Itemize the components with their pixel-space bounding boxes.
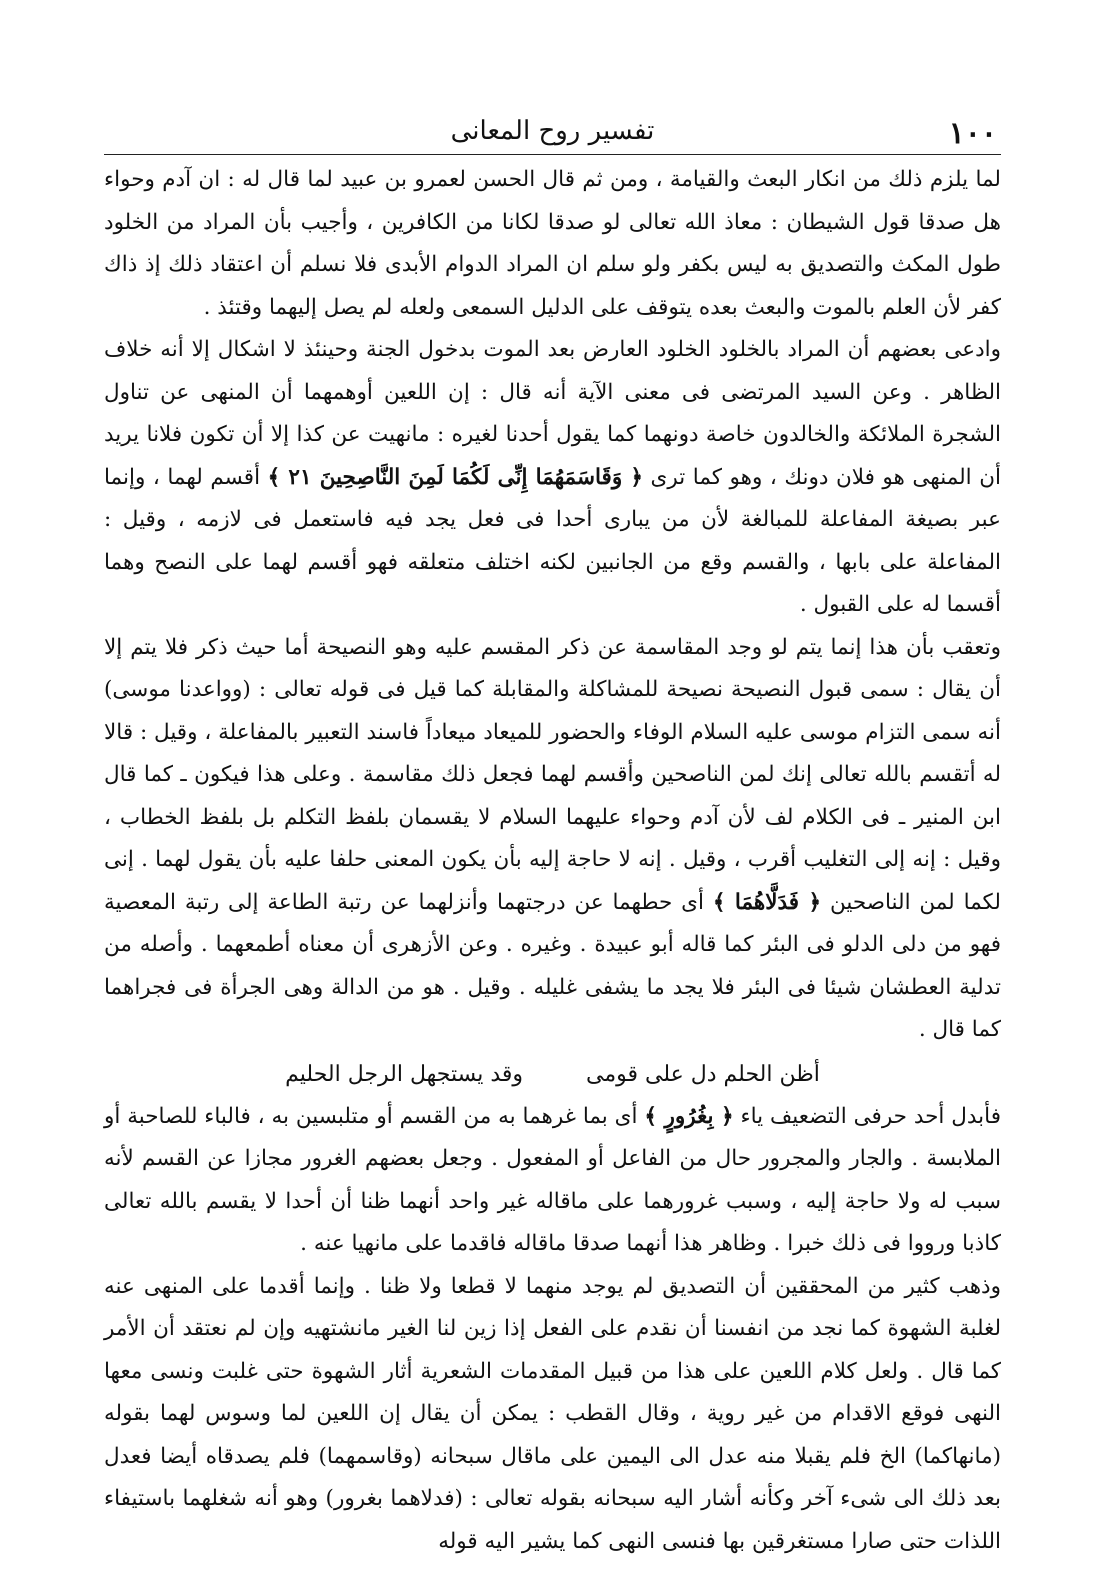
paragraph-5: [104, 1266, 1001, 1564]
paragraph-2: [104, 329, 1001, 627]
poetry-verse: [104, 1054, 1001, 1096]
paragraph-text: أى حطهما عن درجتهما وأنزلهما عن رتبة الطاعة إلى رتبة المعصية فهو من دلى الدلو فى البئر كما قاله أبو عبيدة . وغيره . وعن الأزهرى أن معناه أطمعهما . وأصله من تدلية العطشان شيئا فى البئر فلا يجد ما يشفى غليله . وقيل . هو من الدالة وهى الجرأة فى فجراهما كما قال .: [104, 889, 1001, 1042]
verse-second-hemistich: وقد يستجهل الرجل الحليم: [285, 1061, 524, 1087]
running-title: تفسير روح المعانى: [450, 116, 655, 146]
page-number: ١٠٠: [948, 116, 997, 151]
quran-quote: ﴿ وَقَاسَمَهُمَا إِنِّى لَكُمَا لَمِنَ النَّاصِحِينَ ٢١ ﴾: [267, 464, 643, 490]
paragraph-1: [104, 159, 1001, 329]
paragraph-4: [104, 1096, 1001, 1266]
page-header: [104, 108, 1001, 155]
paragraph-text: وذهب كثير من المحققين أن التصديق لم يوجد منهما لا قطعا ولا ظنا . وإنما أقدما على المنهى عنه لغلبة الشهوة كما نجد من انفسنا أن نقدم على الفعل إذا زين لنا الغير مانشتهيه وإن لم نعتقد أن الأمر كما قال . ولعل كلام اللعين على هذا من قبيل المقدمات الشعرية أثار الشهوة حتى غلبت ونسى معها النهى فوقع الاقدام من غير روية ، وقال القطب : يمكن أن يقال إن اللعين لما وسوس لهما بقوله (مانهاكما) الخ فلم يقبلا منه عدل الى اليمين على ماقال سبحانه (وقاسمهما) فلم يصدقاه أيضا فعدل بعد ذلك الى شىء آخر وكأنه أشار اليه سبحانه بقوله تعالى : (فدلاهما بغرور) وهو أنه شغلهما باستيفاء اللذات حتى صارا مستغرقين بها فنسى النهى كما يشير اليه قوله: [104, 1273, 1001, 1554]
paragraph-3: [104, 627, 1001, 1052]
quran-quote: ﴿ بِغُرُورٍ ﴾: [644, 1103, 734, 1129]
quran-quote: ﴿ فَدَلَّاهُمَا ﴾: [712, 889, 822, 915]
paragraph-text: وتعقب بأن هذا إنما يتم لو وجد المقاسمة عن ذكر المقسم عليه وهو النصيحة أما حيث ذكر فلا يتم إلا أن يقال : سمى قبول النصيحة نصيحة للمشاكلة والمقابلة كما قيل فى قوله تعالى : (وواعدنا موسى) أنه سمى التزام موسى عليه السلام الوفاء والحضور للميعاد ميعاداً فاسند التعبير بالمفاعلة ، وقيل : قالا له أتقسم بالله تعالى إنك لمن الناصحين وأقسم لهما فجعل ذلك مقاسمة . وعلى هذا فيكون ـ كما قال ابن المنير ـ فى الكلام لف لأن آدم وحواء عليهما السلام لا يقسمان بلفظ التكلم بل بلفظ الخطاب ، وقيل : إنه إلى التغليب أقرب ، وقيل . إنه لا حاجة إليه بأن يكون المعنى حلفا عليه بأن يقول لهما . إنى لكما لمن الناصحين: [104, 634, 1001, 915]
verse-first-hemistich: أظن الحلم دل على قومى: [586, 1061, 820, 1087]
paragraph-text: أى بما غرهما به من القسم أو متلبسين به ، فالباء للصاحبة أو الملابسة . والجار والمجرور حال من الفاعل أو المفعول . وجعل بعضهم الغرور مجازا عن القسم لأنه سبب له ولا حاجة إليه ، وسبب غرورهما على ماقاله غير واحد أنهما ظنا أن أحدا لا يقسم بالله تعالى كاذبا ورووا فى ذلك خبرا . وظاهر هذا أنهما صدقا ماقاله فاقدما على مانهيا عنه .: [104, 1103, 1001, 1256]
paragraph-text: لما يلزم ذلك من انكار البعث والقيامة ، ومن ثم قال الحسن لعمرو بن عبيد لما قال له : ان آدم وحواء هل صدقا قول الشيطان : معاذ الله تعالى لو صدقا لكانا من الكافرين ، وأجيب بأن المراد من الخلود طول المكث والتصديق به ليس بكفر ولو سلم ان المراد الدوام الأبدى فلا نسلم أن اعتقاد ذلك إذ ذاك كفر لأن العلم بالموت والبعث بعده يتوقف على الدليل السمعى ولعله لم يصل إليهما وقتئذ .: [104, 167, 1001, 320]
paragraph-text: فأبدل أحد حرفى التضعيف ياء: [740, 1103, 1001, 1129]
paragraph-text: وادعى بعضهم أن المراد بالخلود الخلود العارض بعد الموت بدخول الجنة وحينئذ لا اشكال إلا أنه خلاف الظاهر . وعن السيد المرتضى فى معنى الآية أنه قال : إن اللعين أوهمهما أن المنهى عن تناول الشجرة الملائكة والخالدون خاصة دونهما كما يقول أحدنا لغيره : مانهيت عن كذا إلا أن تكون فلانا يريد أن المنهى هو فلان دونك ، وهو كما ترى: [104, 337, 1001, 490]
commentary-text: [104, 159, 1001, 1563]
paragraph-text: أقسم لهما ، وإنما عبر بصيغة المفاعلة للمبالغة لأن من يبارى أحدا فى فعل يجد فيه فاستعمل فى لازمه ، وقيل : المفاعلة على بابها ، والقسم وقع من الجانبين لكنه اختلف متعلقه فهو أقسم لهما على النصح وهما أقسما له على القبول .: [104, 464, 1001, 617]
